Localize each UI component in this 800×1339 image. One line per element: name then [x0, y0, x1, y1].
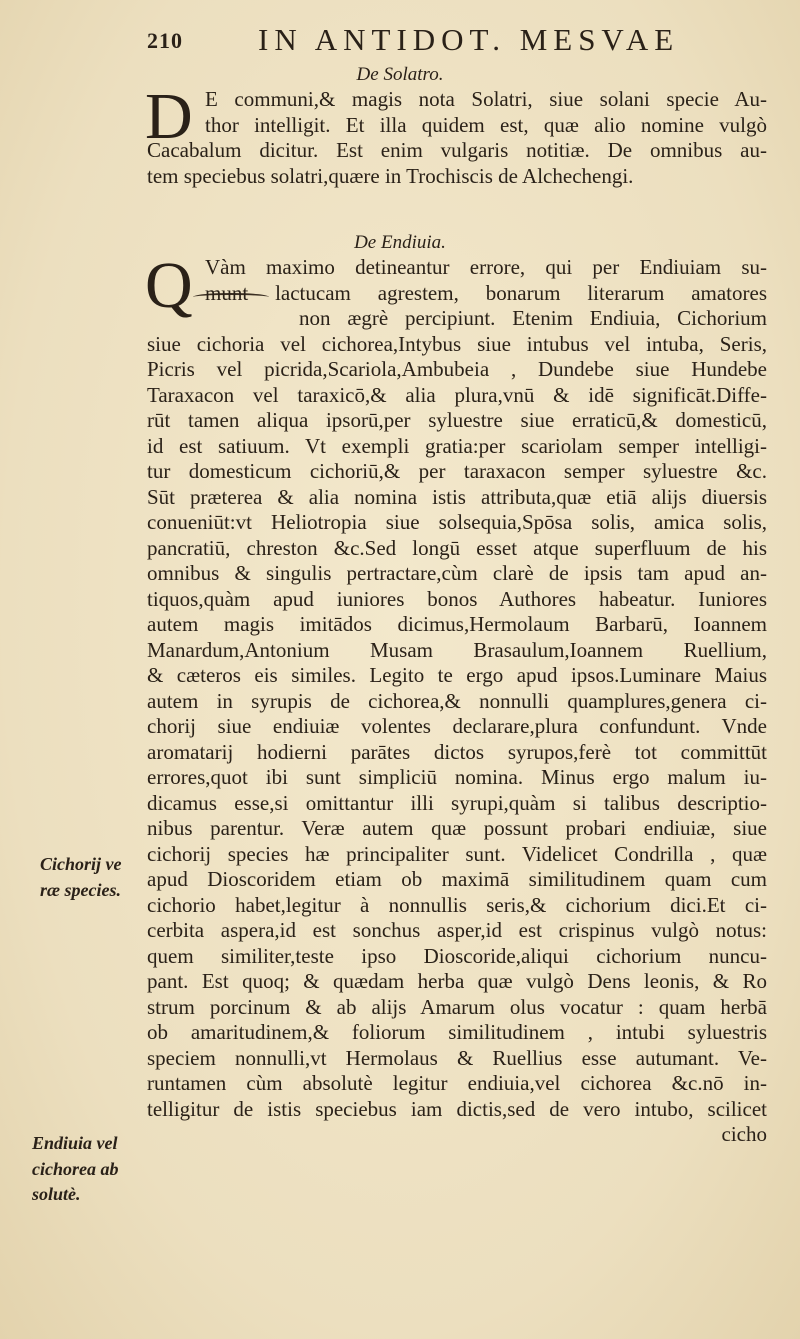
section-text-endiuia [145, 249, 767, 1148]
text-line: non ægrè percipiunt. Etenim Endiuia, Cichorium [299, 306, 767, 330]
text-line: speciem nonnulli,vt Hermolaus & Ruellius esse autumant. Ve- [147, 1045, 767, 1070]
text-line: tem speciebus solatri,quære in Trochiscis de Alchechengi. [147, 163, 634, 188]
text-line: Taraxacon vel taraxicō,& alia plura,vnū & idē significāt.Diffe- [147, 382, 767, 407]
text-line: Manardum,Antonium Musam Brasaulum,Ioannem Ruellium, [147, 637, 767, 662]
margin-note-line: Cichorij ve [40, 854, 122, 874]
text-line: Picris vel picrida,Scariola,Ambubeia , Dundebe siue Hundebe [147, 357, 767, 381]
page-number: 210 [147, 28, 183, 53]
text-line: rūt tamen aliqua ipsorū,per syluestre siue erraticū,& domesticū, [147, 408, 767, 432]
text-line: Vàm maximo detineantur errore, qui per Endiuiam su- [205, 255, 767, 279]
text-line: nibus parentur. Veræ autem quæ possunt probari endiuiæ, siue [147, 816, 767, 840]
running-head [0, 22, 800, 62]
text-line: E communi,& magis nota Solatri, siue solani specie Au- [205, 87, 767, 111]
text-line: cichorij species hæ principaliter sunt. Videlicet Condrilla , quæ [147, 841, 767, 866]
text-line: pancratiū, chreston &c.Sed longū esset atque superfluum de his [147, 535, 767, 560]
margin-note-line: solutè. [32, 1184, 81, 1204]
text-line: cichorio habet,legitur à nonnullis seris,& cichorium dici.Et ci- [147, 892, 767, 917]
text-line: conueniūt:vt Heliotropia siue solsequia,Spōsa solis, amica solis, [147, 510, 767, 534]
text-line: pant. Est quoq; & quædam herba quæ vulgò Dens leonis, & Ro [147, 969, 767, 993]
text-line: Cacabalum dicitur. Est enim vulgaris notitiæ. De omnibus au- [147, 138, 767, 162]
catchword: cicho [721, 1122, 767, 1146]
text-line: ob amaritudinem,& foliorum similitudinem , intubi syluestris [147, 1020, 767, 1044]
text-line: thor intelligit. Et illa quidem est, quæ alio nomine vulgò [205, 112, 767, 137]
text-line: runtamen cùm absolutè legitur endiuia,vel cichorea &c.nō in- [147, 1071, 767, 1095]
margin-note-cichorij [40, 852, 122, 903]
text-line: errores,quot ibi sunt simpliciū nomina. Minus ergo malum iu- [147, 765, 767, 789]
text-line: autem in syrupis de cichorea,& nonnulli quamplures,genera ci- [147, 688, 767, 713]
text-line: telligitur de istis speciebus iam dictis,sed de vero intubo, scilicet [147, 1096, 767, 1121]
text-line: chorij siue endiuiæ volentes declarare,plura confundunt. Vnde [147, 714, 767, 738]
section-heading-solatro: De Solatro. [356, 64, 444, 85]
text-line: & cæteros eis similes. Legito te ergo apud ipsos.Luminare Maius [147, 663, 767, 687]
text-line: id est satiuum. Vt exempli gratia:per scariolam semper intelligi- [147, 433, 767, 458]
text-line: autem magis imitādos dicimus,Hermolaum Barbarū, Ioannem [147, 612, 767, 636]
text-line: cerbita aspera,id est sonchus asper,id est crispinus vulgò notus: [147, 918, 767, 942]
text-line: Sūt præterea & alia nomina istis attributa,quæ etiā alijs diuersis [147, 484, 767, 509]
section-heading-endiuia: De Endiuia. [354, 232, 446, 253]
margin-note-line: cichorea ab [32, 1158, 119, 1179]
text-line: aromatarij hodierni parātes dictos syrupos,ferè tot committūt [147, 739, 767, 764]
text-line: dicamus esse,si omittantur illi syrupi,quàm si talibus descriptio- [147, 790, 767, 815]
text-line: siue cichoria vel cichorea,Intybus siue intubus vel intuba, Seris, [147, 331, 767, 356]
text-line: tur domesticum cichoriū,& per taraxacon semper syluestre &c. [147, 459, 767, 483]
text-line: apud Dioscoridem etiam ob maximā similitudinem quam cum [147, 867, 767, 891]
text-line: munt lactucam agrestem, bonarum literarum amatores [205, 280, 767, 305]
drop-cap-d: D [145, 80, 193, 153]
margin-note-endiuia [32, 1131, 118, 1208]
text-line: quem similiter,teste ipso Dioscoride,aliqui cichorium nuncu- [147, 943, 767, 968]
section-text-solatro [147, 87, 767, 189]
text-line: strum porcinum & ab alijs Amarum olus vocatur : quam herbā [147, 994, 767, 1019]
margin-note-line: Endiuia vel [32, 1133, 118, 1153]
running-title: IN ANTIDOT. MESVAE [258, 22, 680, 57]
drop-cap-q: Q [145, 249, 193, 322]
text-line: omnibus & singulis pertractare,cùm clarè de ipsis tam apud an- [147, 561, 767, 585]
text-line: tiquos,quàm apud iuniores bonos Authores habeatur. Iuniores [147, 586, 767, 611]
margin-note-line: ræ species. [40, 879, 121, 900]
